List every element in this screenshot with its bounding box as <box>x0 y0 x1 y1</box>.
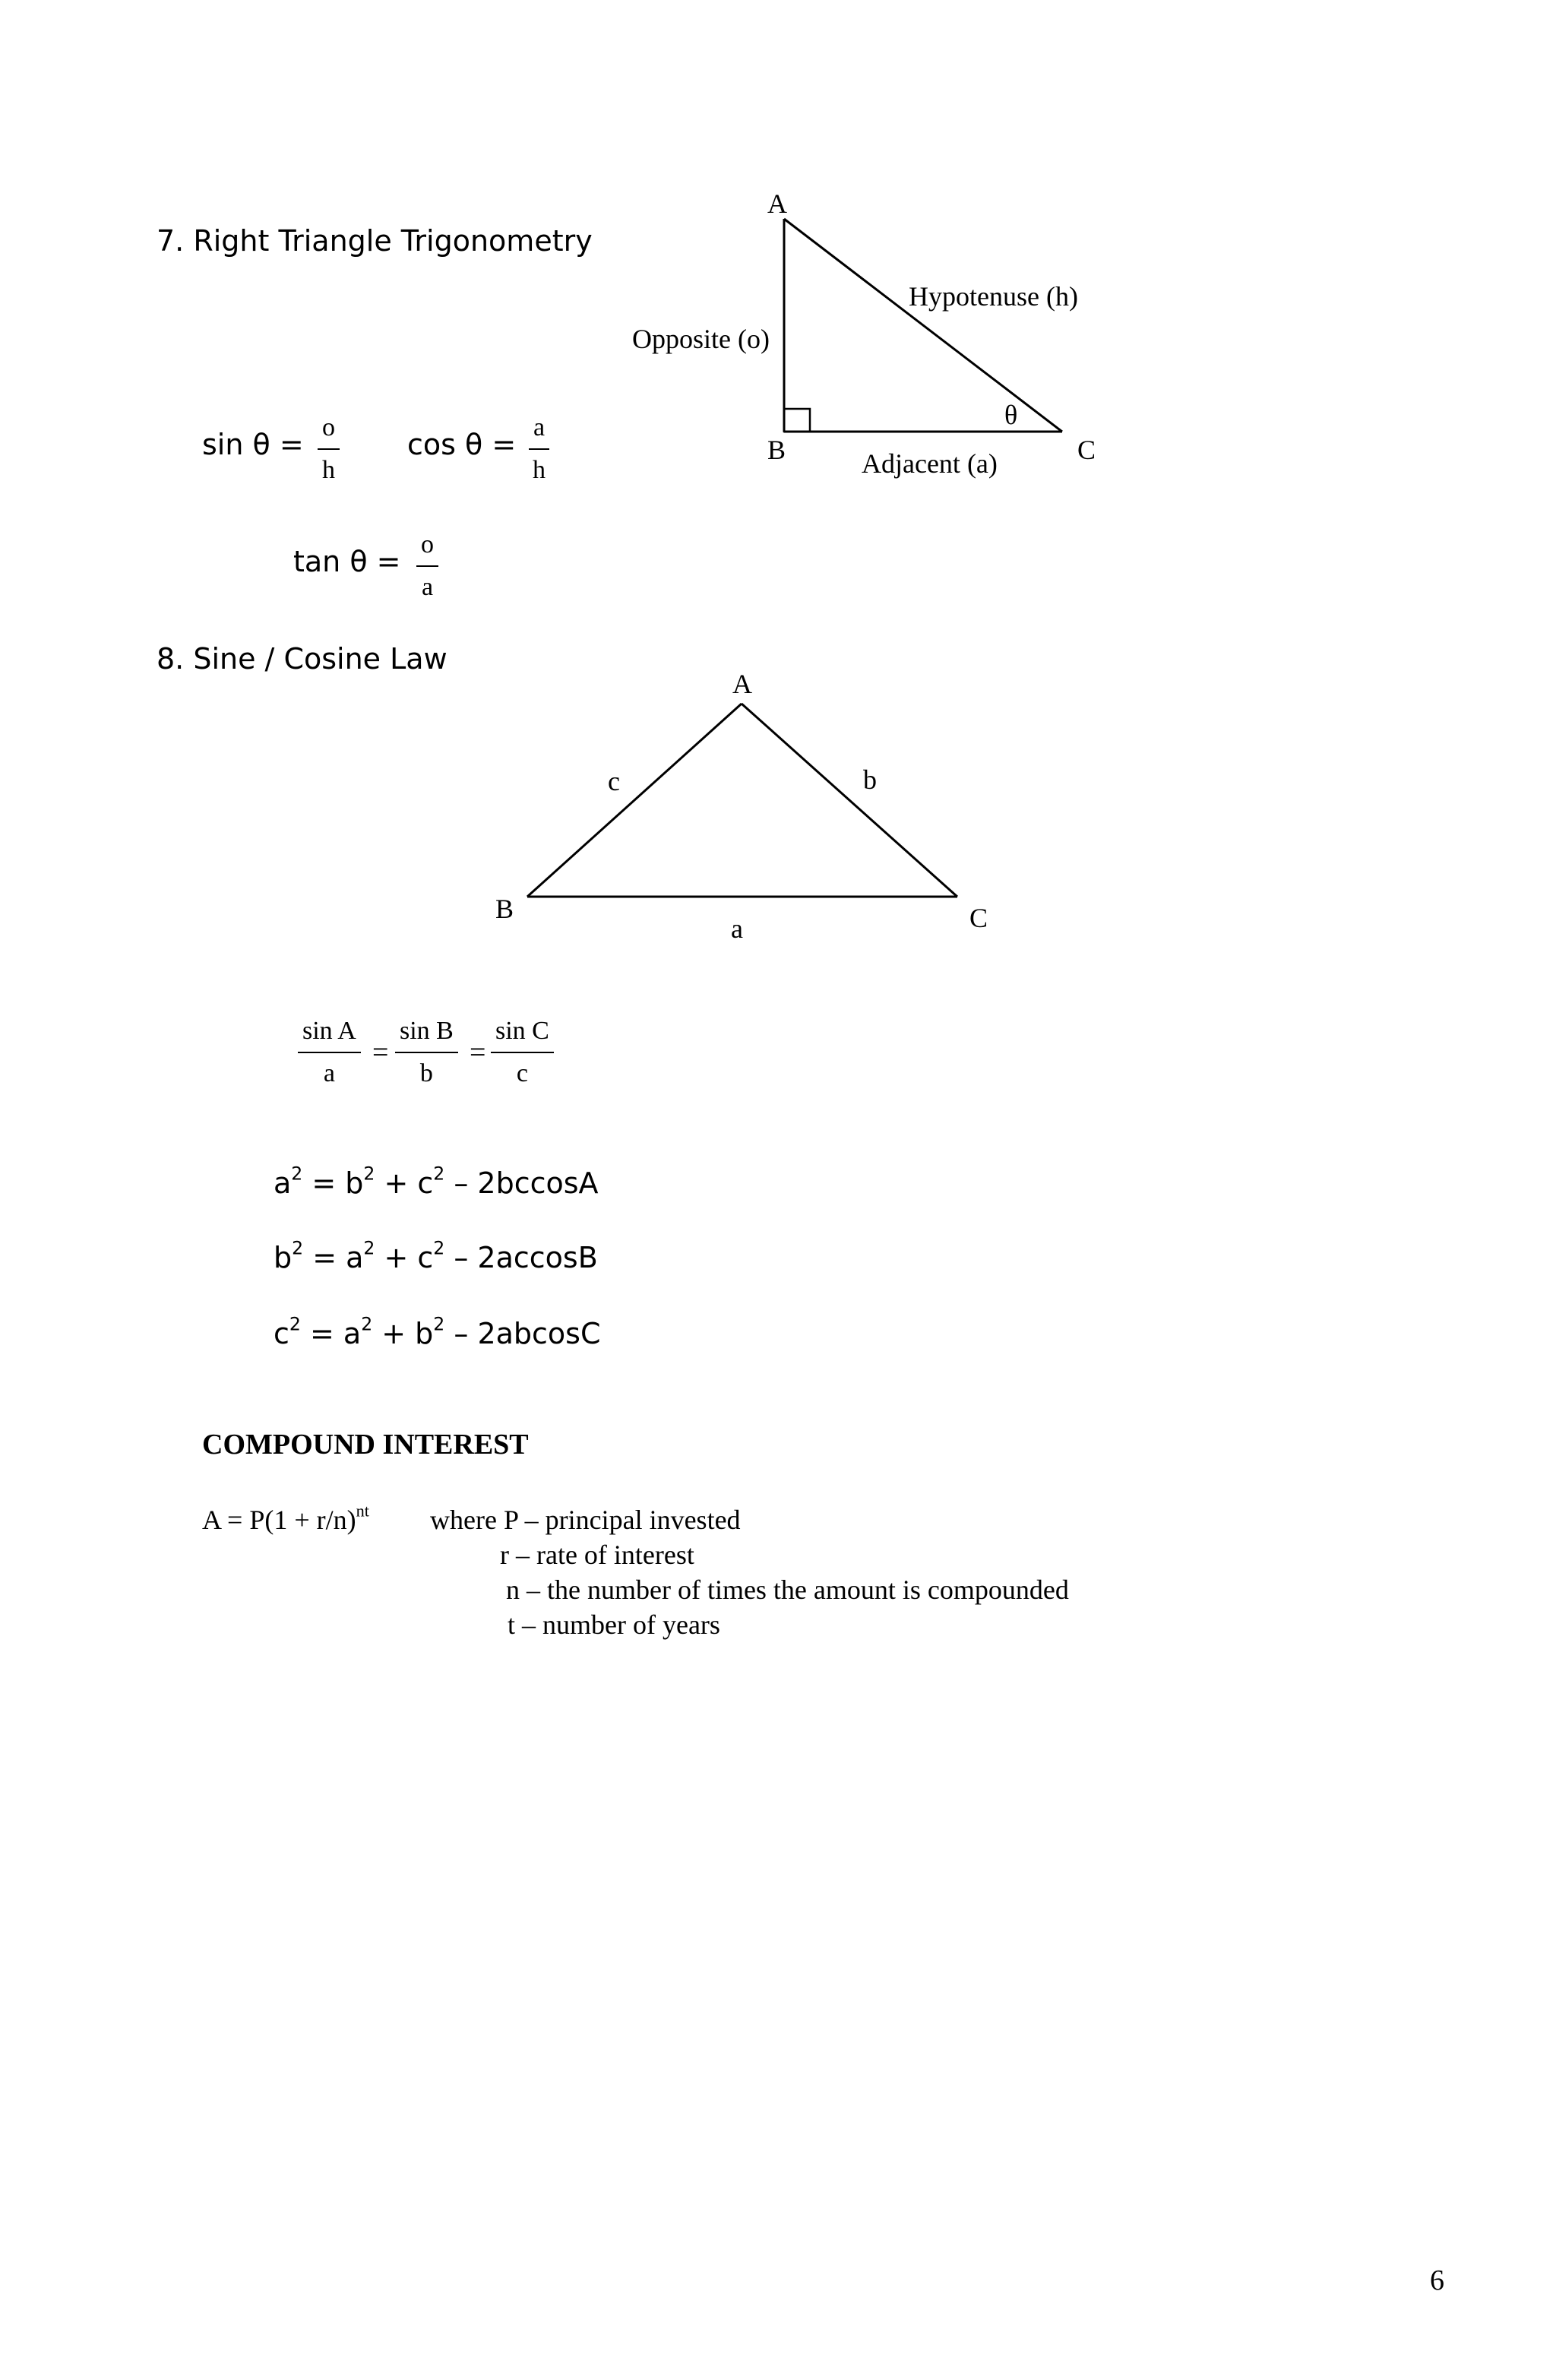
cos-label: cos θ = <box>407 428 517 461</box>
cosine-law-3-term3: – 2abcosC <box>444 1317 601 1350</box>
tan-label: tan θ = <box>293 545 401 578</box>
section-7-heading: 7. Right Triangle Trigonometry <box>157 224 593 258</box>
sine-law-equals-1: = <box>372 1037 389 1068</box>
exp: 2 <box>291 1163 303 1185</box>
cosine-law-line <box>274 1313 601 1350</box>
angle-theta-label: θ <box>1004 400 1018 430</box>
where-n: n – the number of times the amount is compounded <box>506 1575 1069 1605</box>
sine-law-den-a: a <box>323 1059 335 1087</box>
cosine-law-3-lhs: c <box>274 1317 289 1350</box>
oblique-triangle <box>527 704 957 897</box>
formula-exponent: nt <box>356 1501 369 1521</box>
sine-law-equals-2: = <box>470 1037 486 1068</box>
exp: 2 <box>433 1237 445 1259</box>
exp: 2 <box>361 1313 373 1335</box>
right-triangle-vertex-c: C <box>1077 435 1096 465</box>
adjacent-label: Adjacent (a) <box>862 448 998 479</box>
compound-interest-heading: COMPOUND INTEREST <box>202 1429 529 1461</box>
cos-numerator: a <box>529 415 549 450</box>
sine-law-num-a: sin A <box>298 1018 361 1053</box>
right-triangle <box>784 219 1062 432</box>
sin-denominator: h <box>322 456 335 484</box>
cosine-law-2-term2: + c <box>375 1241 434 1274</box>
cosine-law-1-term: = b <box>302 1166 364 1200</box>
cosine-law-1-term3: – 2bccosA <box>444 1166 599 1200</box>
sine-law-den-c: c <box>516 1059 528 1087</box>
sine-law-fraction-b <box>395 1018 458 1087</box>
cosine-law-1-lhs: a <box>274 1166 292 1200</box>
cosine-law-1-term2: + c <box>375 1166 434 1200</box>
where-p: where P – principal invested <box>430 1505 741 1535</box>
cosine-law-2-term3: – 2accosB <box>444 1241 598 1274</box>
exp: 2 <box>363 1237 375 1259</box>
where-r: r – rate of interest <box>500 1540 694 1570</box>
page-number: 6 <box>1430 2264 1444 2296</box>
cos-denominator: h <box>533 456 546 484</box>
sine-law-den-b: b <box>419 1059 433 1087</box>
oblique-vertex-c: C <box>969 903 988 933</box>
tan-fraction <box>416 532 438 600</box>
sin-fraction <box>318 415 340 483</box>
tan-denominator: a <box>421 573 434 601</box>
triangle-side-hypotenuse <box>784 219 1062 432</box>
sin-numerator: o <box>318 415 340 450</box>
exp: 2 <box>433 1313 445 1335</box>
right-triangle-vertex-a: A <box>767 188 787 219</box>
oblique-side-c <box>527 704 742 897</box>
cosine-law-2-lhs: b <box>274 1241 293 1274</box>
oblique-side-b <box>742 704 957 897</box>
oblique-side-b-label: b <box>863 764 877 795</box>
tan-numerator: o <box>416 532 438 567</box>
hypotenuse-label: Hypotenuse (h) <box>909 281 1078 312</box>
cos-fraction <box>529 415 549 483</box>
sine-law-fraction-c <box>491 1018 554 1087</box>
cosine-law-3-term2: + b <box>372 1317 434 1350</box>
compound-interest-formula <box>202 1501 369 1535</box>
sin-label: sin θ = <box>202 428 304 461</box>
right-triangle-vertex-b: B <box>767 435 786 465</box>
right-angle-marker <box>784 409 810 432</box>
oblique-side-a-label: a <box>731 913 743 944</box>
oblique-vertex-b: B <box>495 894 514 924</box>
section-8-heading: 8. Sine / Cosine Law <box>157 642 448 676</box>
cosine-law-3-term: = a <box>300 1317 362 1350</box>
cosine-law-2-term: = a <box>303 1241 364 1274</box>
cosine-law-line <box>274 1163 599 1200</box>
formula-base: A = P(1 + r/n) <box>202 1505 356 1535</box>
sine-law-fraction-a <box>298 1018 361 1087</box>
cosine-law-line <box>274 1237 598 1274</box>
opposite-label: Opposite (o) <box>632 324 770 354</box>
exp: 2 <box>289 1313 301 1335</box>
exp: 2 <box>433 1163 445 1185</box>
oblique-side-c-label: c <box>608 766 620 796</box>
oblique-vertex-a: A <box>732 669 752 699</box>
sine-law-num-c: sin C <box>491 1018 554 1053</box>
where-t: t – number of years <box>508 1609 720 1640</box>
exp: 2 <box>292 1237 304 1259</box>
sine-law-num-b: sin B <box>395 1018 458 1053</box>
exp: 2 <box>363 1163 375 1185</box>
